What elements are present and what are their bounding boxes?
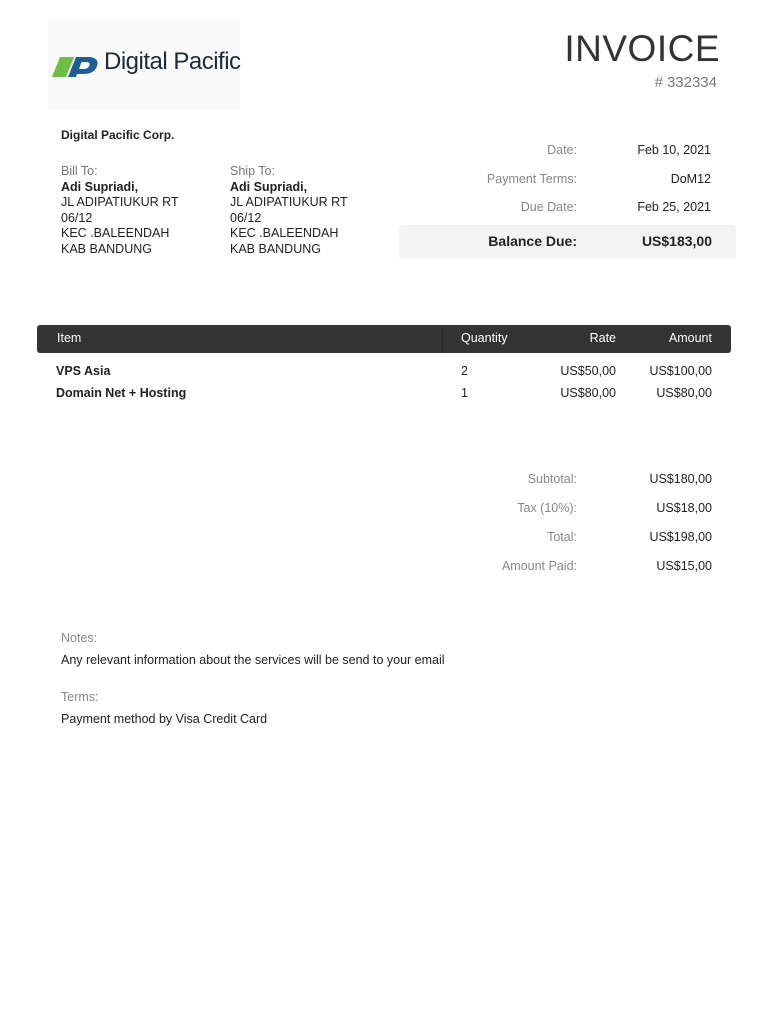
notes-text: Any relevant information about the services will be send to your email [61, 653, 445, 667]
ship-to-line: 06/12 [230, 210, 262, 225]
due-date-label: Due Date: [520, 200, 577, 214]
tax-row [400, 501, 722, 525]
column-header-quantity: Quantity [461, 331, 508, 345]
due-date-value: Feb 25, 2021 [637, 200, 711, 214]
column-header-rate: Rate [589, 331, 616, 345]
balance-due-box [399, 225, 736, 259]
invoice-date-value: Feb 10, 2021 [637, 143, 711, 157]
column-header-item: Item [57, 331, 82, 345]
bill-to-line: KEC .BALEENDAH [61, 226, 170, 240]
terms-label: Terms: [61, 690, 99, 704]
amount-paid-value: US$15,00 [656, 559, 712, 573]
terms-text: Payment method by Visa Credit Card [61, 712, 268, 726]
invoice-date-label: Date: [547, 143, 577, 157]
invoice-date-row [400, 136, 722, 164]
amount-paid-label: Amount Paid: [501, 559, 577, 573]
total-value: US$198,00 [649, 530, 712, 544]
table-row [37, 364, 731, 386]
balance-due-label: Balance Due: [488, 233, 577, 249]
item-amount: US$80,00 [656, 386, 712, 400]
invoice-title: INVOICE [564, 28, 720, 69]
item-amount: US$100,00 [649, 364, 712, 378]
payment-terms-label: Payment Terms: [486, 172, 577, 186]
payment-terms-row [400, 165, 722, 193]
ship-to-line: KEC .BALEENDAH [230, 226, 339, 240]
item-name: VPS Asia [56, 364, 111, 378]
bill-to-name: Adi Supriadi, [61, 179, 139, 194]
notes-label: Notes: [61, 631, 98, 645]
invoice-number-value: 332334 [666, 74, 717, 91]
item-rate: US$80,00 [560, 386, 616, 400]
amount-paid-row [400, 559, 722, 583]
tax-label: Tax (10%): [517, 501, 577, 515]
digital-pacific-logo-icon [50, 51, 100, 79]
payment-terms-value: DoM12 [670, 172, 711, 186]
column-header-amount: Amount [668, 331, 712, 345]
item-quantity: 2 [461, 364, 468, 378]
tax-value: US$18,00 [656, 501, 712, 515]
invoice-number [655, 74, 717, 91]
balance-due-value: US$183,00 [641, 233, 712, 249]
bill-to-label: Bill To: [61, 164, 98, 178]
total-row [400, 530, 722, 554]
table-row [37, 386, 731, 408]
invoice-number-prefix: # [654, 74, 663, 91]
ship-to-line: JL ADIPATIUKUR RT [230, 195, 348, 209]
item-name: Domain Net + Hosting [56, 386, 187, 400]
company-name: Digital Pacific Corp. [61, 128, 175, 142]
ship-to-block [230, 164, 380, 257]
item-quantity: 1 [461, 386, 468, 400]
bill-to-line: KAB BANDUNG [61, 241, 152, 256]
bill-to-line: JL ADIPATIUKUR RT [61, 195, 179, 209]
bill-to-line: 06/12 [61, 210, 93, 225]
ship-to-label: Ship To: [230, 164, 275, 178]
total-label: Total: [547, 530, 577, 544]
ship-to-name: Adi Supriadi, [230, 179, 308, 194]
bill-to-block [61, 164, 211, 257]
subtotal-label: Subtotal: [527, 472, 577, 486]
ship-to-line: KAB BANDUNG [230, 241, 321, 256]
item-rate: US$50,00 [560, 364, 616, 378]
due-date-row [400, 193, 722, 221]
subtotal-row [400, 472, 722, 496]
brand-name: Digital Pacific [104, 48, 241, 75]
header-divider [442, 325, 443, 353]
items-table-header [37, 325, 731, 353]
subtotal-value: US$180,00 [649, 472, 712, 486]
